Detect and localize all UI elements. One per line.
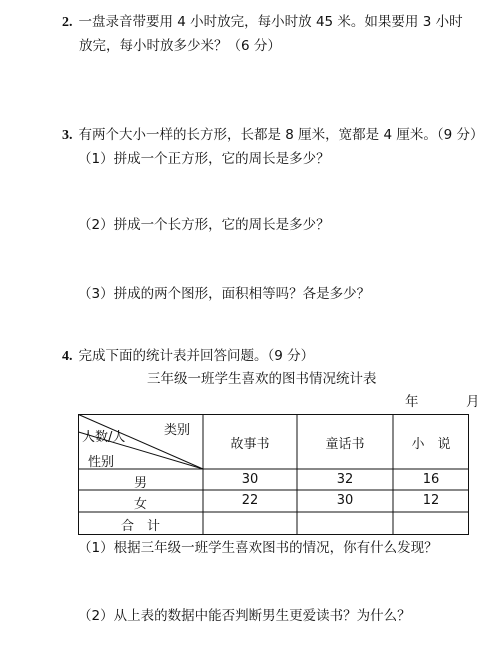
header-renshu: 人数/人	[82, 430, 126, 445]
q3-stem: 有两个大小一样的长方形，长都是 8 厘米，宽都是 4 厘米。（9 分）	[78, 127, 484, 143]
row-label-girls: 女	[133, 497, 147, 512]
cell-girls-tonghuashu: 30	[336, 493, 354, 508]
cell-girls-gushishu: 22	[241, 493, 259, 508]
header-leibie: 类别	[164, 423, 191, 438]
q3-sub3: （3）拼成的两个图形，面积相等吗？各是多少？	[78, 286, 371, 302]
row-label-total: 合 计	[120, 519, 160, 534]
q4-number: 4.	[62, 349, 73, 364]
col-header-tonghuashu: 童话书	[325, 437, 365, 452]
q3-number: 3.	[62, 128, 73, 143]
q4-stem: 完成下面的统计表并回答问题。（9 分）	[78, 348, 315, 364]
header-xingbie: 性别	[88, 455, 115, 470]
statistics-table	[78, 414, 469, 535]
q4-sub1: （1）根据三年级一班学生喜欢图书的情况，你有什么发现？	[78, 540, 438, 556]
row-label-boys: 男	[133, 476, 147, 491]
q3-sub2: （2）拼成一个长方形，它的周长是多少？	[78, 217, 330, 233]
table-title: 三年级一班学生喜欢的图书情况统计表	[147, 371, 377, 387]
cell-girls-xiaoshuo: 12	[422, 493, 440, 508]
q2-text-line1: 一盘录音带要用 4 小时放完，每小时放 45 米。如果要用 3 小时	[78, 14, 463, 30]
date-month: 月	[466, 394, 480, 410]
q4-sub2: （2）从上表的数据中能否判断男生更爱读书？为什么？	[78, 608, 411, 624]
cell-boys-xiaoshuo: 16	[422, 472, 440, 487]
q2-number: 2.	[62, 15, 73, 30]
q3-sub1: （1）拼成一个正方形，它的周长是多少？	[78, 151, 330, 167]
cell-boys-gushishu: 30	[241, 472, 259, 487]
q2-text-line2: 放完，每小时放多少米？（6 分）	[79, 38, 281, 54]
col-header-gushishu: 故事书	[230, 437, 270, 452]
date-year: 年	[405, 394, 419, 410]
cell-boys-tonghuashu: 32	[336, 472, 354, 487]
col-header-xiaoshuo: 小 说	[411, 437, 451, 452]
q2-line1	[62, 12, 463, 33]
q4-stem-line	[62, 346, 314, 367]
q3-stem-line	[62, 125, 483, 146]
